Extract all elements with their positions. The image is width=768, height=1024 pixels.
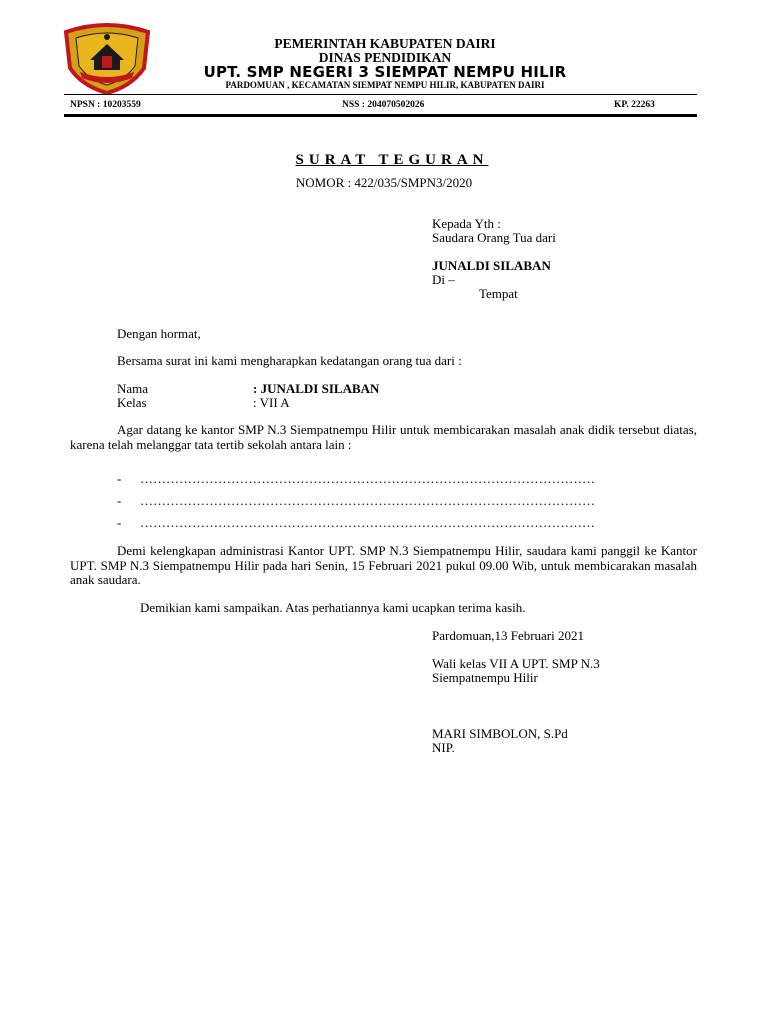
salutation: Dengan hormat, (117, 326, 201, 341)
list-dots: …………………………………………………………………………………………… (140, 515, 595, 530)
signature-role: Wali kelas VII A UPT. SMP N.3 (432, 656, 600, 671)
recipient-relation: Saudara Orang Tua dari (432, 230, 556, 245)
signature-name: MARI SIMBOLON, S.Pd (432, 726, 568, 741)
list-bullet: - (117, 493, 122, 508)
header-department: DINAS PENDIDIKAN (318, 50, 452, 65)
letter-number: NOMOR : 422/035/SMPN3/2020 (295, 175, 473, 190)
letter-title: SURAT TEGURAN (295, 152, 489, 168)
signature-role-school: Siempatnempu Hilir (432, 670, 538, 685)
list-bullet: - (117, 471, 122, 486)
closing-text: Demikian kami sampaikan. Atas perhatiannya kami ucapkan terima kasih. (140, 600, 526, 615)
signature-nip: NIP. (432, 740, 455, 755)
header-divider-thin (64, 94, 697, 95)
header-address: PARDOMUAN , KECAMATAN SIEMPAT NEMPU HILIR, KABUPATEN DAIRI (225, 80, 545, 90)
emblem-center (102, 56, 112, 68)
paragraph-request: Agar datang ke kantor SMP N.3 Siempatnempu Hilir untuk membicarakan masalah anak didik tersebut diatas, karena telah melanggar tata tertib sekolah antara lain : (70, 422, 697, 452)
school-emblem-logo (62, 22, 152, 94)
header-npsn: NPSN : 10203559 (70, 100, 141, 110)
header-divider-thick (64, 114, 697, 117)
recipient-di: Di – (432, 272, 455, 287)
kelas-value: : VII A (253, 395, 290, 410)
recipient-greeting: Kepada Yth : (432, 216, 501, 231)
header-government: PEMERINTAH KABUPATEN DAIRI (274, 36, 496, 51)
header-kp: KP. 22263 (614, 100, 655, 110)
header-school-name: UPT. SMP NEGERI 3 SIEMPAT NEMPU HILIR (203, 63, 567, 81)
emblem-star (104, 34, 110, 40)
paragraph-summons: Demi kelengkapan administrasi Kantor UPT. SMP N.3 Siempatnempu Hilir, saudara kami panggil ke Kantor UPT. SMP N.3 Siempatnempu Hilir pada hari Senin, 15 Februari 2021 pukul 09.00 Wib, untuk membicarakan masalah anak saudara. (70, 543, 697, 587)
recipient-tempat: Tempat (479, 286, 518, 301)
nama-value: : JUNALDI SILABAN (253, 381, 380, 396)
nama-label: Nama (117, 381, 149, 396)
list-bullet: - (117, 515, 122, 530)
list-dots: …………………………………………………………………………………………… (140, 471, 595, 486)
kelas-label: Kelas (117, 395, 147, 410)
intro-text: Bersama surat ini kami mengharapkan kedatangan orang tua dari : (117, 353, 462, 368)
recipient-name: JUNALDI SILABAN (432, 258, 551, 273)
list-dots: …………………………………………………………………………………………… (140, 493, 595, 508)
signature-place-date: Pardomuan,13 Februari 2021 (432, 628, 585, 643)
header-nss: NSS : 204070502026 (342, 100, 425, 110)
